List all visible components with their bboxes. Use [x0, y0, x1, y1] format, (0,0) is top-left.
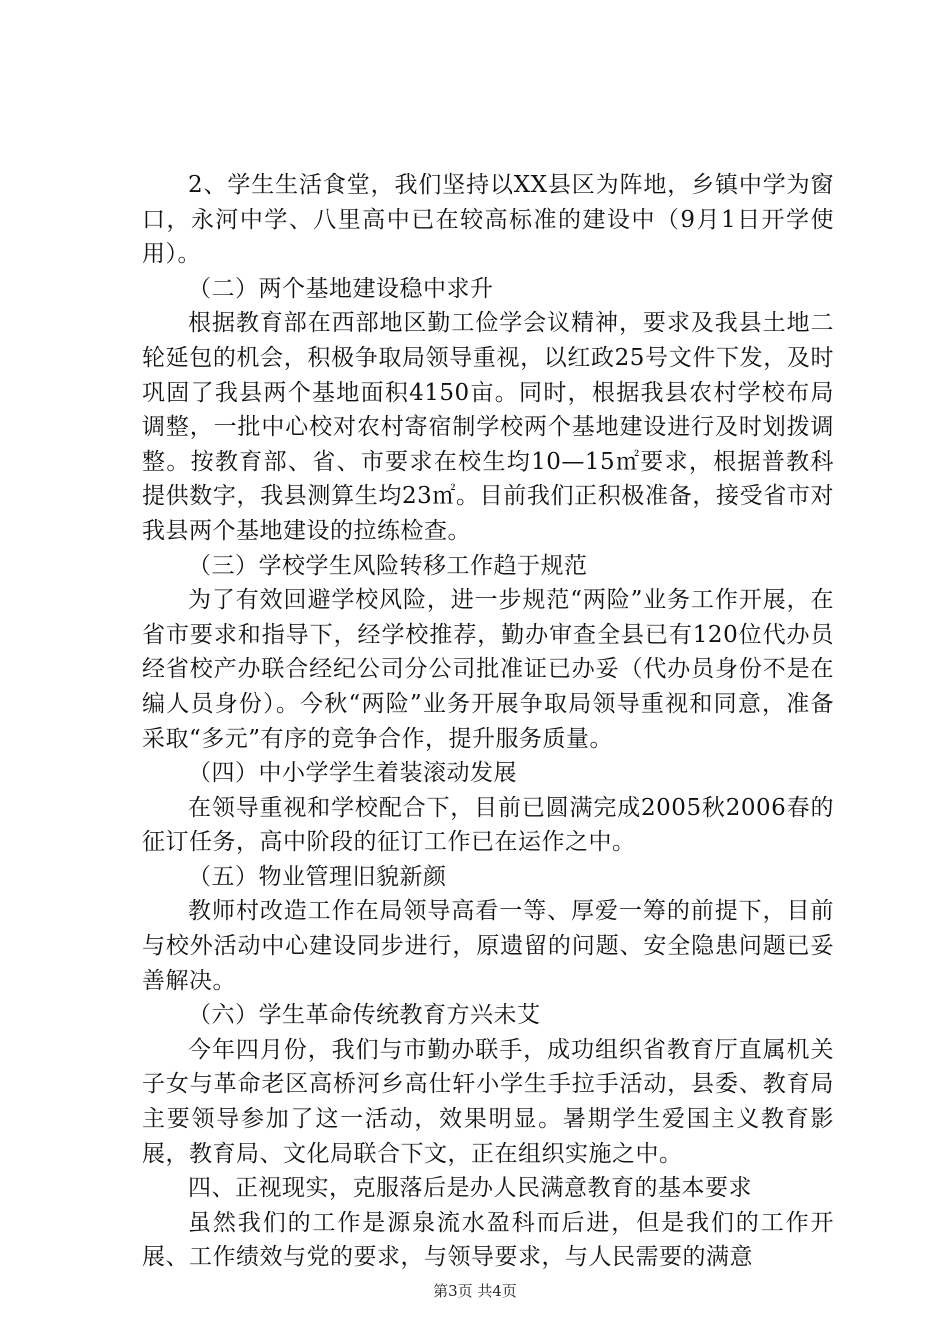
paragraph: 为了有效回避学校风险，进一步规范“两险”业务工作开展，在省市要求和指导下，经学校推荐，勤办审查全县已有120位代办员经省校产办联合经纪公司分公司批准证已办妥（代办员身份不是在编人员身份）。今秋“两险”业务开展争取局领导重视和同意，准备采取“多元”有序的竞争合作，提升服务质量。 [142, 587, 834, 752]
paragraph: 根据教育部在西部地区勤工俭学会议精神，要求及我县土地二轮延包的机会，积极争取局领导重视，以红政25号文件下发，及时巩固了我县两个基地面积4150亩。同时，根据我县农村学校布局调整，一批中心校对农村寄宿制学校两个基地建设进行及时划拨调整。按教育部、省、市要求在校生均10—15㎡要求，根据普教科提供数字，我县测算生均23㎡。目前我们正积极准备，接受省市对我县两个基地建设的拉练检查。 [142, 310, 834, 544]
document-body [142, 168, 834, 1275]
paragraph: 在领导重视和学校配合下，目前已圆满完成2005秋2006春的征订任务，高中阶段的征订工作已在运作之中。 [142, 794, 834, 856]
section-heading: （六）学生革命传统教育方兴未艾 [188, 1002, 541, 1029]
section-heading: （四）中小学学生着装滚动发展 [188, 760, 517, 787]
paragraph: 虽然我们的工作是源泉流水盈科而后进，但是我们的工作开展、工作绩效与党的要求，与领导要求，与人民需要的满意 [142, 1209, 834, 1271]
paragraph: 今年四月份，我们与市勤办联手，成功组织省教育厅直属机关子女与革命老区高桥河乡高仕轩小学生手拉手活动，县委、教育局主要领导参加了这一活动，效果明显。暑期学生爱国主义教育影展，教育局、文化局联合下文，正在组织实施之中。 [142, 1036, 834, 1167]
paragraph: 教师村改造工作在局领导高看一等、厚爱一筹的前提下，目前与校外活动中心建设同步进行，原遗留的问题、安全隐患问题已妥善解决。 [142, 898, 834, 994]
section-heading: 四、正视现实，克服落后是办人民满意教育的基本要求 [188, 1175, 752, 1202]
section-heading: （三）学校学生风险转移工作趋于规范 [188, 552, 588, 579]
section-heading: （五）物业管理旧貌新颜 [188, 863, 447, 890]
section-heading: （二）两个基地建设稳中求升 [188, 275, 494, 302]
page-footer: 第3页 共4页 [433, 1282, 517, 1300]
paragraph: 2、学生生活食堂，我们坚持以XX县区为阵地，乡镇中学为窗口，永河中学、八里高中已在较高标准的建设中（9月1日开学使用）。 [142, 172, 834, 268]
